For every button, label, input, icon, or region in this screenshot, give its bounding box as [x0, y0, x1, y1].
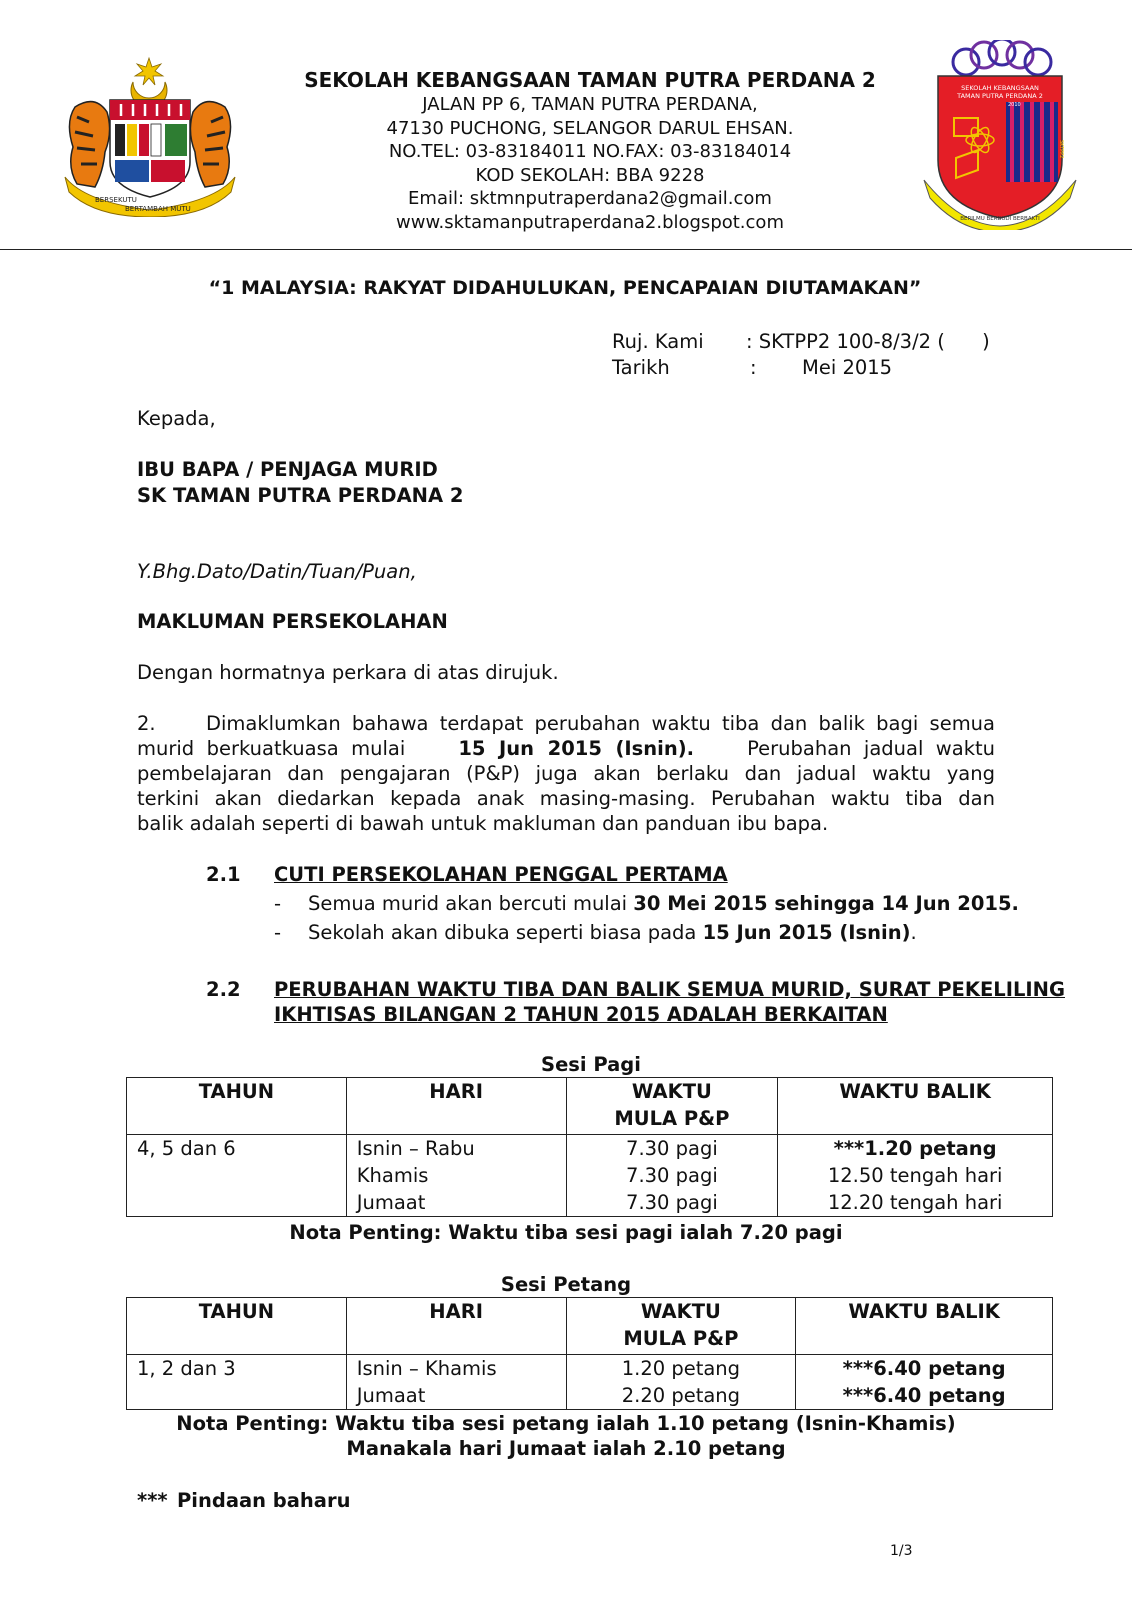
school-name: SEKOLAH KEBANGSAAN TAMAN PUTRA PERDANA 2	[304, 68, 876, 92]
header-waktu-balik: WAKTU BALIK	[839, 1080, 991, 1103]
sec21-bullet-2-text: Sekolah akan dibuka seperti biasa pada	[308, 921, 703, 944]
ruj-label: Ruj. Kami	[612, 330, 704, 353]
para2-line-5: balik adalah seperti di bawah untuk makluman dan panduan ibu bapa.	[137, 812, 829, 835]
balik-time: 6.40 petang	[873, 1384, 1006, 1407]
balik-value	[796, 1382, 1052, 1409]
header-waktu: WAKTU	[640, 1300, 721, 1323]
para2-effective-date: 15 Jun 2015 (Isnin).	[458, 737, 695, 760]
hari-value: Isnin – Rabu	[356, 1137, 475, 1160]
left-logo-text-1: BERSEKUTU	[95, 196, 137, 204]
left-logo-text-2: BERTAMBAH MUTU	[125, 205, 191, 213]
slogan: “1 MALAYSIA: RAKYAT DIDAHULUKAN, PENCAPAIAN DIUTAMAKAN”	[208, 277, 922, 299]
right-logo-side: SKTPP2	[1058, 140, 1064, 159]
subject: MAKLUMAN PERSEKOLAHAN	[137, 610, 448, 633]
sesi-pagi-header-row	[127, 1078, 1053, 1135]
header-divider	[0, 249, 1132, 250]
sesi-petang-note-1: Nota Penting: Waktu tiba sesi petang ialah 1.10 petang (Isnin-Khamis)	[176, 1412, 956, 1435]
tarikh-colon: :	[750, 356, 757, 379]
amendment-mark: ***	[833, 1137, 865, 1160]
hari-value: Jumaat	[356, 1384, 426, 1407]
sesi-petang-table	[126, 1297, 1053, 1410]
tarikh-value: Mei 2015	[802, 356, 893, 379]
ruj-value: : SKTPP2 100-8/3/2 ( )	[746, 330, 990, 353]
header-waktu: WAKTU	[631, 1080, 712, 1103]
address-line-2: 47130 PUCHONG, SELANGOR DARUL EHSAN.	[386, 117, 794, 139]
email: Email: sktmnputraperdana2@gmail.com	[408, 188, 772, 209]
sesi-petang-caption: Sesi Petang	[500, 1273, 632, 1296]
right-logo-text-1: SEKOLAH KEBANGSAAN	[961, 84, 1039, 92]
tahun-value: 4, 5 dan 6	[137, 1137, 236, 1160]
recipient-line-2: SK TAMAN PUTRA PERDANA 2	[137, 484, 464, 507]
footnote-mark: ***	[137, 1489, 168, 1512]
phone-fax: NO.TEL: 03-83184011 NO.FAX: 03-83184014	[388, 141, 792, 162]
kepada: Kepada,	[137, 407, 216, 430]
right-logo-motto: BERILMU BERBUDI BERBAKTI	[960, 216, 1040, 222]
balik-value: 12.50 tengah hari	[827, 1164, 1003, 1187]
school-code: KOD SEKOLAH: BBA 9228	[475, 164, 705, 186]
para2-line-3: pembelajaran dan pengajaran (P&P) juga akan berlaku dan jadual waktu yang	[137, 762, 995, 785]
header-waktu-balik: WAKTU BALIK	[848, 1300, 1000, 1323]
header-hari: HARI	[429, 1080, 483, 1103]
para2-line-1: Dimaklumkan bahawa terdapat perubahan waktu tiba dan balik bagi semua	[206, 712, 995, 735]
header-tahun: TAHUN	[198, 1300, 275, 1323]
mula-value: 2.20 petang	[621, 1384, 741, 1407]
mula-value: 7.30 pagi	[626, 1191, 718, 1214]
school-crest-logo	[920, 40, 1080, 230]
para2-line-4: terkini akan diedarkan kepada anak masing-masing. Perubahan waktu tiba dan	[137, 787, 995, 810]
sec22-title-1: PERUBAHAN WAKTU TIBA DAN BALIK SEMUA MURID, SURAT PEKELILING	[274, 978, 1065, 1001]
letterhead	[280, 67, 900, 234]
para2-line-2	[137, 736, 995, 762]
sec21-bullet-1-text: Semua murid akan bercuti mulai	[308, 892, 634, 915]
sesi-pagi-table	[126, 1077, 1053, 1217]
sec22-number: 2.2	[206, 978, 241, 1001]
sesi-pagi-note: Nota Penting: Waktu tiba sesi pagi ialah 7.20 pagi	[289, 1221, 843, 1244]
hari-value: Khamis	[356, 1164, 429, 1187]
header-mula-pp: MULA P&P	[623, 1327, 739, 1350]
balik-value	[778, 1135, 1052, 1162]
hari-value: Isnin – Khamis	[356, 1357, 497, 1380]
sesi-pagi-data-row	[127, 1135, 1053, 1217]
mula-value: 1.20 petang	[621, 1357, 741, 1380]
para2-line-2a: murid berkuatkuasa mulai	[137, 737, 406, 760]
sec21-bullet-2-dash: -	[274, 921, 282, 944]
sec21-bullet-2-end: .	[910, 921, 917, 944]
sec21-bullet-1	[308, 891, 1019, 917]
header-tahun: TAHUN	[198, 1080, 275, 1103]
malaysia-coat-of-arms-logo	[55, 52, 245, 217]
sec21-bullet-1-dash: -	[274, 892, 282, 915]
sesi-petang-note-2: Manakala hari Jumaat ialah 2.10 petang	[346, 1437, 786, 1460]
header-mula-pp: MULA P&P	[614, 1107, 730, 1130]
tahun-value: 1, 2 dan 3	[137, 1357, 236, 1380]
sec21-holiday-dates: 30 Mei 2015 sehingga 14 Jun 2015.	[633, 892, 1019, 915]
mula-value: 7.30 pagi	[626, 1164, 718, 1187]
sec21-title: CUTI PERSEKOLAHAN PENGGAL PERTAMA	[274, 863, 728, 886]
sec21-number: 2.1	[206, 863, 241, 886]
balik-value: 12.20 tengah hari	[827, 1191, 1003, 1214]
footnote-text: Pindaan baharu	[177, 1489, 351, 1512]
balik-value	[796, 1355, 1052, 1382]
website: www.sktamanputraperdana2.blogspot.com	[396, 211, 784, 233]
para2-number: 2.	[137, 712, 156, 735]
address-line-1: JALAN PP 6, TAMAN PUTRA PERDANA,	[422, 94, 758, 115]
balik-time: 1.20 petang	[864, 1137, 997, 1160]
page-number: 1/3	[890, 1543, 913, 1559]
sec21-bullet-2	[308, 920, 917, 946]
right-logo-year: 2010	[1008, 102, 1021, 108]
sec21-reopen-date: 15 Jun 2015 (Isnin)	[702, 921, 911, 944]
para2-line-2c: Perubahan jadual waktu	[747, 737, 995, 760]
recipient-line-1: IBU BAPA / PENJAGA MURID	[137, 458, 438, 481]
sesi-petang-data-row	[127, 1355, 1053, 1410]
mula-value: 7.30 pagi	[626, 1137, 718, 1160]
salutation: Y.Bhg.Dato/Datin/Tuan/Puan,	[137, 560, 417, 583]
sesi-pagi-caption: Sesi Pagi	[541, 1053, 641, 1076]
hari-value: Jumaat	[356, 1191, 426, 1214]
amendment-mark: ***	[842, 1384, 874, 1407]
amendment-mark: ***	[842, 1357, 874, 1380]
sec22-title-2: IKHTISAS BILANGAN 2 TAHUN 2015 ADALAH BERKAITAN	[274, 1003, 888, 1026]
tarikh-label: Tarikh	[612, 356, 670, 379]
opening-line: Dengan hormatnya perkara di atas dirujuk.	[137, 661, 559, 684]
sesi-petang-header-row	[127, 1298, 1053, 1355]
balik-time: 6.40 petang	[873, 1357, 1006, 1380]
header-hari: HARI	[429, 1300, 483, 1323]
right-logo-text-2: TAMAN PUTRA PERDANA 2	[957, 92, 1043, 100]
